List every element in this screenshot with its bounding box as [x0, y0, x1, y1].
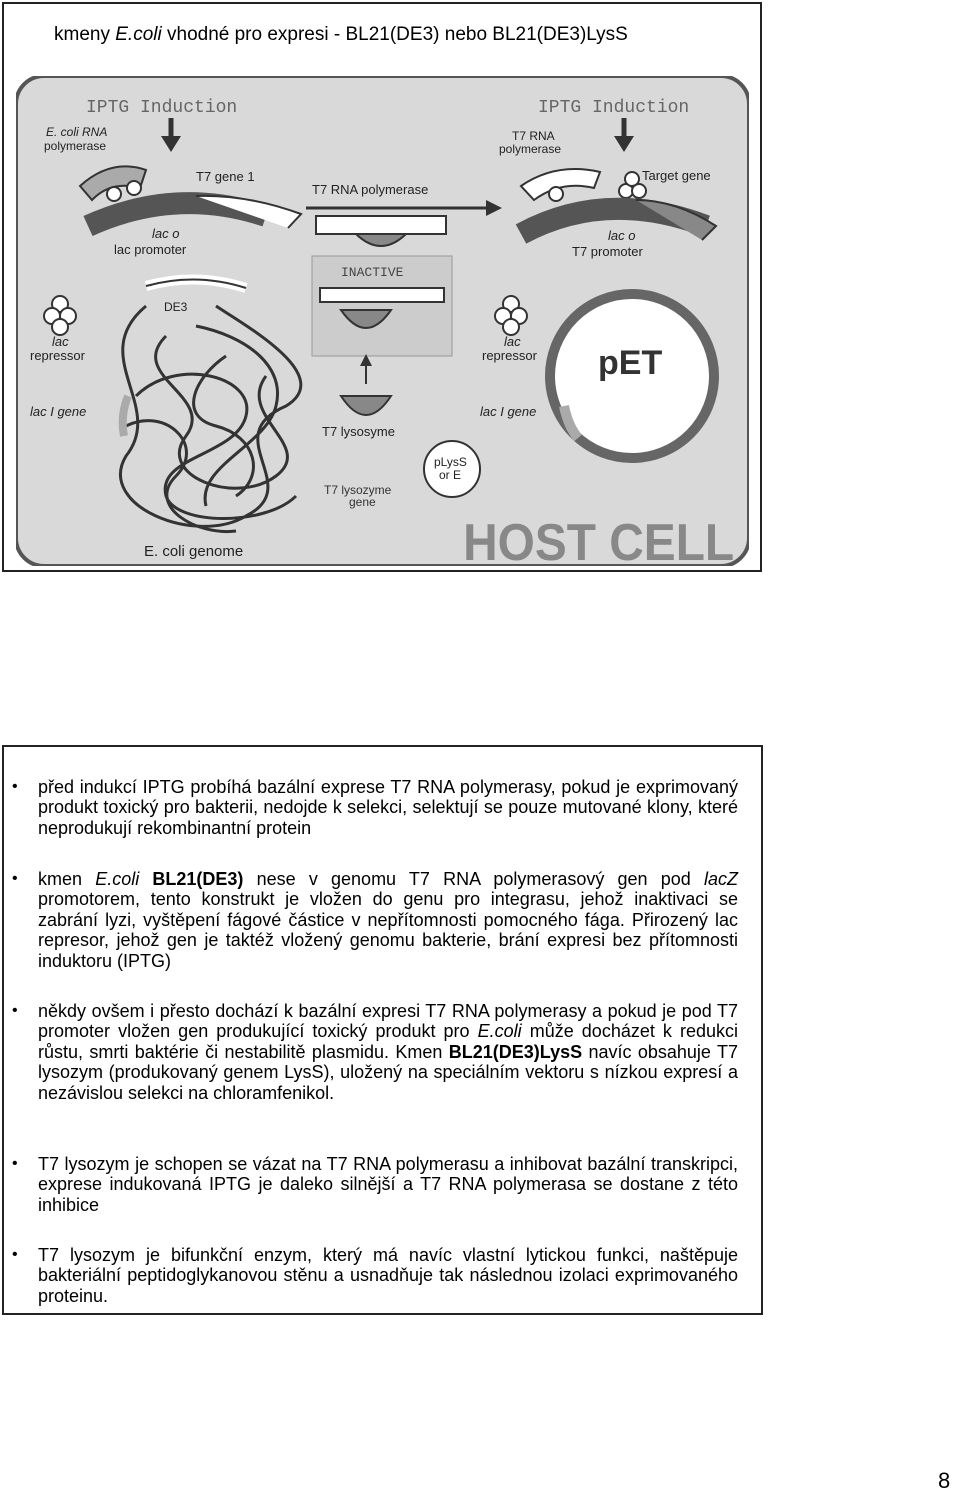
diagram-svg: [16, 76, 749, 566]
lac-repressor-left-label-1: lac: [52, 334, 69, 349]
lac-repressor-left-label-2: repressor: [30, 348, 85, 363]
bullet-bl21-de3-lyss: • někdy ovšem i přesto dochází k bazální expresi T7 RNA polymerasy a pokud je pod T7 promoter vložen gen produkující toxický produkt pro E.coli může docházet k redukci růstu, smrti baktérie či nestabilitě plasmidu. Kmen BL21(DE3)LysS navíc obsahuje T7 lysozym (produkovaný genem LysS), uložený na speciálním vektoru s nízkou expresí a nezávislou selekci na chloramfenikol.: [38, 1001, 738, 1103]
t7-rna-pol-right-label-1: T7 RNA: [512, 129, 555, 143]
ecoli-genome-label: E. coli genome: [144, 543, 244, 560]
slide-title: kmeny E.coli vhodné pro expresi - BL21(DE3) nebo BL21(DE3)LysS: [54, 24, 628, 45]
plyss-label-2: or E: [439, 468, 462, 482]
t7-lysozyme-gene-label-2: gene: [349, 495, 376, 509]
t7-rna-pol-bar: [316, 216, 446, 234]
host-cell-label: HOST CELL: [463, 513, 735, 566]
t7-rna-pol-center-label: T7 RNA polymerase: [312, 182, 429, 197]
page-number: 8: [938, 1468, 951, 1493]
bullet-t7-lysozyme-bifunctional: • T7 lysozym je bifunkční enzym, který má navíc vlastní lytickou funkci, naštěpuje bakteriální peptidoglykanovou stěnu a usnadňuje tak následnou izolaci exprimovaného proteinu.: [38, 1245, 738, 1306]
bullet-bl21-de3: • kmen E.coli BL21(DE3) nese v genomu T7 RNA polymerasový gen pod lacZ promotorem, tento konstrukt je vložen do genu pro integrasu, jehož inaktivaci se zabrání lyzi, vyštěpení fágové částice v nepřítomnosti pomocného fága. Přirozený lac represor, jehož gen je taktéž vložený genomu bakterie, brání expresi bez přítomnosti induktoru (IPTG): [38, 869, 738, 971]
expression-diagram: [16, 76, 749, 566]
de3-label: DE3: [164, 300, 188, 314]
lac-o-left-label: lac o: [152, 226, 180, 241]
lac-i-gene-left-label: lac I gene: [30, 404, 87, 419]
iptg-label-left: IPTG Induction: [86, 98, 238, 118]
pet-label: pET: [598, 344, 663, 382]
bullet-t7-lysozyme-inhibition: • T7 lysozym je schopen se vázat na T7 RNA polymerasu a inhibovat bazální transkripci, exprese indukovaná IPTG je daleko silnější a T7 RNA polymerasa se dostane z této inhibice: [38, 1154, 738, 1215]
t7-lysozyme-gene-label-1: T7 lysozyme: [324, 483, 392, 497]
t7-gene1-label: T7 gene 1: [196, 169, 255, 184]
plyss-label-1: pLysS: [434, 455, 467, 469]
inactive-label: INACTIVE: [341, 265, 404, 280]
iptg-label-right: IPTG Induction: [538, 98, 690, 118]
lac-repressor-right-label-1: lac: [504, 334, 521, 349]
lac-i-gene-right-label: lac I gene: [480, 404, 537, 419]
ecoli-rna-pol-label-1: E. coli RNA: [46, 125, 108, 139]
top-slide: [2, 2, 762, 572]
lac-promoter-label: lac promoter: [114, 242, 187, 257]
t7-lysosyme-label: T7 lysosyme: [322, 424, 395, 439]
ecoli-rna-pol-label-2: polymerase: [44, 139, 107, 153]
lac-o-right-label: lac o: [608, 228, 636, 243]
t7-promoter-label: T7 promoter: [572, 244, 643, 259]
lac-repressor-right-label-2: repressor: [482, 348, 537, 363]
t7-rna-pol-right-label-2: polymerase: [499, 142, 562, 156]
bullet-basal-expression: • před indukcí IPTG probíhá bazální exprese T7 RNA polymerasy, pokud je exprimovaný produkt toxický pro bakterii, nedojde k selekci, selektují se pouze mutované klony, které neprodukují rekombinantní protein: [38, 777, 738, 838]
bottom-slide: [2, 745, 763, 1315]
target-gene-label: Target gene: [642, 168, 711, 183]
